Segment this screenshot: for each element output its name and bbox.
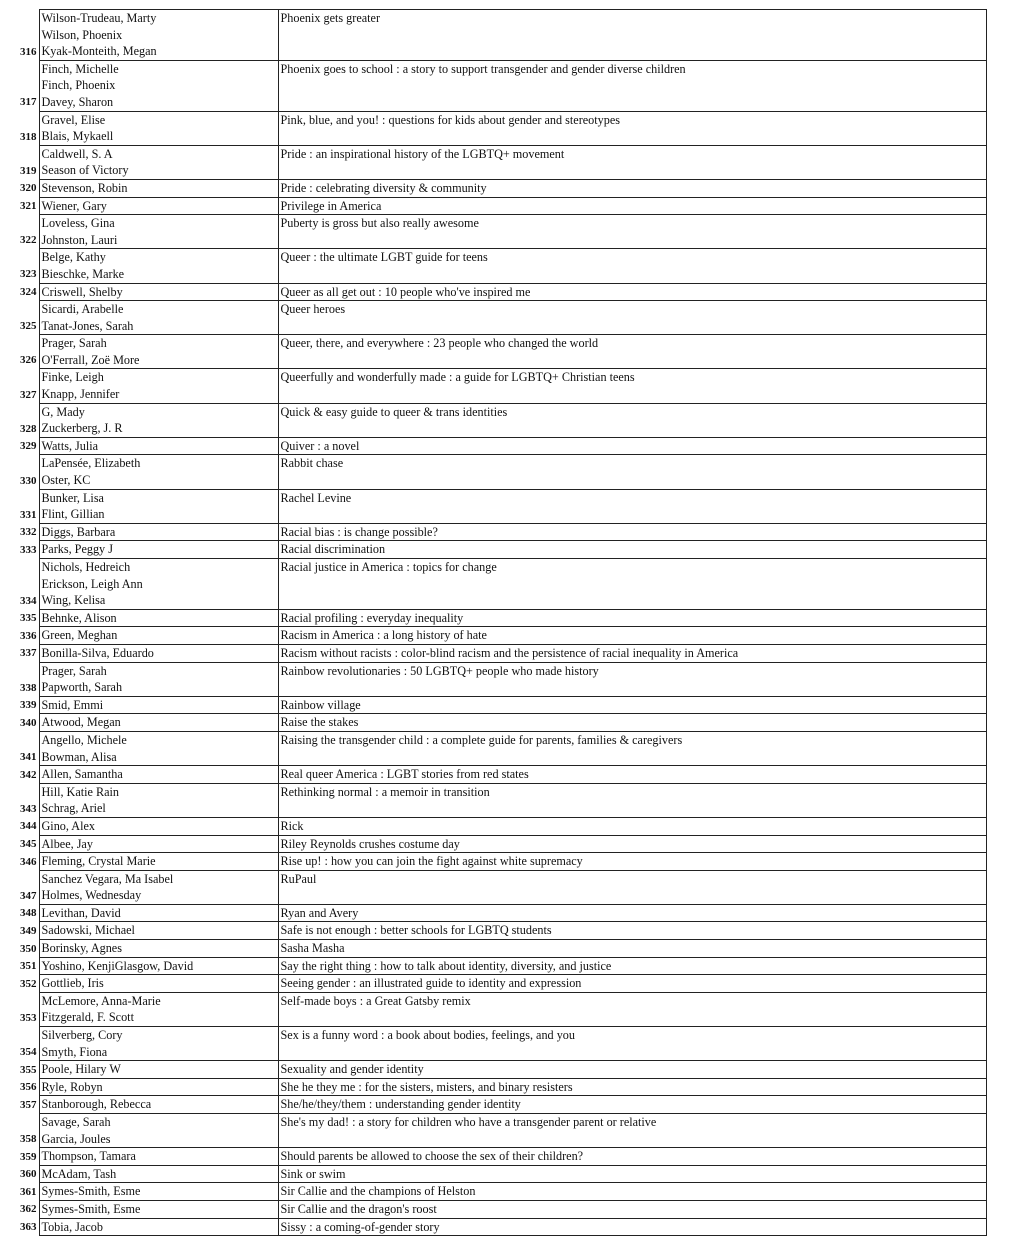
- title-cell: Riley Reynolds crushes costume day: [278, 835, 987, 853]
- author-name: Stevenson, Robin: [41, 180, 128, 195]
- table-row: [2, 10, 987, 61]
- author-cell: [39, 10, 278, 61]
- row-number: 355: [20, 1063, 37, 1076]
- author-cell: [39, 559, 278, 610]
- table-row: [2, 1027, 987, 1061]
- author-name: Loveless, Gina: [41, 216, 115, 231]
- author-cell: [39, 301, 278, 335]
- row-number: 356: [20, 1081, 37, 1094]
- row-number: 348: [20, 907, 37, 920]
- author-name: Flint, Gillian: [41, 507, 105, 522]
- row-number: 344: [20, 820, 37, 833]
- table-row: [2, 1183, 987, 1201]
- row-number: 333: [20, 543, 37, 556]
- book-list-table: [2, 9, 987, 1236]
- author-name: Atwood, Megan: [41, 715, 121, 730]
- title-cell: Racial bias : is change possible?: [278, 523, 987, 541]
- table-row: [2, 609, 987, 627]
- title-cell: Racism without racists : color-blind racism and the persistence of racial inequality in America: [278, 644, 987, 662]
- row-number: 317: [20, 96, 37, 109]
- author-name: Hill, Katie Rain: [41, 784, 120, 799]
- author-cell: [39, 1096, 278, 1114]
- row-number: 331: [20, 508, 37, 521]
- author-name: Symes-Smith, Esme: [41, 1201, 141, 1216]
- row-number: 338: [20, 681, 37, 694]
- row-number: 323: [20, 268, 37, 281]
- table-row: [2, 835, 987, 853]
- table-row: [2, 627, 987, 645]
- row-number: 359: [20, 1150, 37, 1163]
- row-number: 325: [20, 320, 37, 333]
- table-row: [2, 992, 987, 1026]
- table-row: [2, 335, 987, 369]
- author-cell: [39, 714, 278, 732]
- row-number: 319: [20, 164, 37, 177]
- author-name: Bonilla-Silva, Eduardo: [41, 645, 154, 660]
- row-number: 363: [20, 1221, 37, 1234]
- row-number: 350: [20, 942, 37, 955]
- row-number: 337: [20, 647, 37, 660]
- author-cell: [39, 1148, 278, 1166]
- title-cell: Real queer America : LGBT stories from red states: [278, 766, 987, 784]
- author-cell: [39, 489, 278, 523]
- row-number: 342: [20, 768, 37, 781]
- author-cell: [39, 335, 278, 369]
- author-name: G, Mady: [41, 404, 85, 419]
- author-name: Wiener, Gary: [41, 198, 107, 213]
- author-name: Prager, Sarah: [41, 663, 107, 678]
- row-number: 351: [20, 960, 37, 973]
- title-cell: She's my dad! : a story for children who have a transgender parent or relative: [278, 1114, 987, 1148]
- title-cell: Seeing gender : an illustrated guide to identity and expression: [278, 975, 987, 993]
- table-row: [2, 455, 987, 489]
- author-name: Gravel, Elise: [41, 112, 106, 127]
- row-number: 322: [20, 234, 37, 247]
- row-number: 318: [20, 130, 37, 143]
- row-number: 354: [20, 1046, 37, 1059]
- table-row: [2, 714, 987, 732]
- author-name: LaPensée, Elizabeth: [41, 456, 141, 471]
- title-cell: Sir Callie and the champions of Helston: [278, 1183, 987, 1201]
- author-cell: [39, 817, 278, 835]
- title-cell: Raising the transgender child : a complete guide for parents, families & caregivers: [278, 731, 987, 765]
- row-number: 347: [20, 889, 37, 902]
- row-number: 332: [20, 526, 37, 539]
- author-name: Tanat-Jones, Sarah: [41, 318, 134, 333]
- title-cell: Rick: [278, 817, 987, 835]
- table-row: [2, 731, 987, 765]
- author-cell: [39, 957, 278, 975]
- book-list-sheet: [2, 9, 987, 1236]
- author-name: Davey, Sharon: [41, 94, 114, 109]
- title-cell: Racial profiling : everyday inequality: [278, 609, 987, 627]
- title-cell: Queer heroes: [278, 301, 987, 335]
- title-cell: Pride : an inspirational history of the LGBTQ+ movement: [278, 145, 987, 179]
- author-name: Wing, Kelisa: [41, 593, 106, 608]
- author-name: Behnke, Alison: [41, 610, 117, 625]
- author-cell: [39, 992, 278, 1026]
- author-name: Bieschke, Marke: [41, 266, 125, 281]
- row-number: 316: [20, 45, 37, 58]
- author-name: McAdam, Tash: [41, 1166, 117, 1181]
- table-row: [2, 1096, 987, 1114]
- title-cell: Puberty is gross but also really awesome: [278, 215, 987, 249]
- author-name: Holmes, Wednesday: [41, 888, 142, 903]
- table-row: [2, 1165, 987, 1183]
- title-cell: Should parents be allowed to choose the sex of their children?: [278, 1148, 987, 1166]
- row-number: 346: [20, 855, 37, 868]
- title-cell: Rainbow village: [278, 696, 987, 714]
- author-cell: [39, 437, 278, 455]
- author-cell: [39, 249, 278, 283]
- author-cell: [39, 870, 278, 904]
- title-cell: She he they me : for the sisters, misters, and binary resisters: [278, 1078, 987, 1096]
- author-name: Finch, Michelle: [41, 61, 119, 76]
- title-cell: Sink or swim: [278, 1165, 987, 1183]
- author-name: Criswell, Shelby: [41, 284, 123, 299]
- row-number: 326: [20, 354, 37, 367]
- table-row: [2, 662, 987, 696]
- author-name: Nichols, Hedreich: [41, 560, 131, 574]
- table-row: [2, 60, 987, 111]
- title-cell: Rachel Levine: [278, 489, 987, 523]
- author-cell: [39, 1183, 278, 1201]
- author-name: Wilson-Trudeau, Marty: [41, 11, 157, 25]
- author-name: Ryle, Robyn: [41, 1079, 103, 1094]
- title-cell: Sexuality and gender identity: [278, 1061, 987, 1079]
- row-number: 335: [20, 612, 37, 625]
- author-name: Thompson, Tamara: [41, 1149, 136, 1164]
- table-row: [2, 696, 987, 714]
- table-row: [2, 1218, 987, 1236]
- row-number: 343: [20, 802, 37, 815]
- author-cell: [39, 215, 278, 249]
- title-cell: Phoenix goes to school : a story to support transgender and gender diverse children: [278, 60, 987, 111]
- table-row: [2, 957, 987, 975]
- author-cell: [39, 731, 278, 765]
- author-cell: [39, 197, 278, 215]
- author-name: Finch, Phoenix: [41, 78, 116, 93]
- author-name: Finke, Leigh: [41, 370, 104, 385]
- row-number: 362: [20, 1203, 37, 1216]
- author-name: Erickson, Leigh Ann: [41, 576, 143, 591]
- table-row: [2, 301, 987, 335]
- table-row: [2, 1114, 987, 1148]
- author-cell: [39, 1114, 278, 1148]
- author-cell: [39, 403, 278, 437]
- author-cell: [39, 609, 278, 627]
- table-row: [2, 1061, 987, 1079]
- author-cell: [39, 783, 278, 817]
- title-cell: Phoenix gets greater: [278, 10, 987, 61]
- author-name: Papworth, Sarah: [41, 680, 123, 695]
- author-name: Johnston, Lauri: [41, 232, 118, 247]
- author-name: Sadowski, Michael: [41, 923, 135, 938]
- table-row: [2, 1148, 987, 1166]
- author-name: Smid, Emmi: [41, 697, 104, 712]
- title-cell: Pink, blue, and you! : questions for kids about gender and stereotypes: [278, 111, 987, 145]
- author-cell: [39, 975, 278, 993]
- table-row: [2, 853, 987, 871]
- table-row: [2, 197, 987, 215]
- table-row: [2, 559, 987, 610]
- author-cell: [39, 369, 278, 403]
- author-cell: [39, 111, 278, 145]
- title-cell: Racism in America : a long history of hate: [278, 627, 987, 645]
- title-cell: Sasha Masha: [278, 940, 987, 958]
- author-cell: [39, 627, 278, 645]
- row-number: 353: [20, 1011, 37, 1024]
- author-name: Knapp, Jennifer: [41, 387, 120, 402]
- row-number: 340: [20, 716, 37, 729]
- author-name: Caldwell, S. A: [41, 146, 113, 161]
- author-name: Blais, Mykaell: [41, 129, 114, 144]
- book-list-body: [2, 10, 987, 1236]
- title-cell: She/he/they/them : understanding gender identity: [278, 1096, 987, 1114]
- author-name: Poole, Hilary W: [41, 1062, 121, 1077]
- author-cell: [39, 853, 278, 871]
- author-cell: [39, 1078, 278, 1096]
- title-cell: Raise the stakes: [278, 714, 987, 732]
- author-name: Angello, Michele: [41, 732, 127, 747]
- table-row: [2, 111, 987, 145]
- author-name: Sanchez Vegara, Ma Isabel: [41, 871, 174, 886]
- title-cell: Racial justice in America : topics for change: [278, 559, 987, 610]
- row-number: 345: [20, 838, 37, 850]
- table-row: [2, 489, 987, 523]
- title-cell: Say the right thing : how to talk about identity, diversity, and justice: [278, 957, 987, 975]
- title-cell: Rainbow revolutionaries : 50 LGBTQ+ people who made history: [278, 662, 987, 696]
- title-cell: Sir Callie and the dragon's roost: [278, 1200, 987, 1218]
- table-row: [2, 437, 987, 455]
- table-row: [2, 940, 987, 958]
- author-name: Diggs, Barbara: [41, 524, 116, 539]
- title-cell: Queer as all get out : 10 people who've inspired me: [278, 283, 987, 301]
- row-number: 361: [20, 1185, 37, 1198]
- author-name: Watts, Julia: [41, 438, 99, 453]
- title-cell: Privilege in America: [278, 197, 987, 215]
- author-cell: [39, 766, 278, 784]
- author-name: Yoshino, KenjiGlasgow, David: [41, 958, 194, 973]
- author-name: Garcia, Joules: [41, 1131, 111, 1146]
- author-cell: [39, 283, 278, 301]
- author-name: Kyak-Monteith, Megan: [41, 44, 157, 59]
- author-name: Smyth, Fiona: [41, 1044, 108, 1059]
- author-name: Symes-Smith, Esme: [41, 1184, 141, 1199]
- author-name: McLemore, Anna-Marie: [41, 993, 161, 1008]
- title-cell: Rethinking normal : a memoir in transition: [278, 783, 987, 817]
- author-cell: [39, 1200, 278, 1218]
- author-cell: [39, 145, 278, 179]
- table-row: [2, 904, 987, 922]
- author-name: Season of Victory: [41, 163, 129, 178]
- table-row: [2, 1078, 987, 1096]
- title-cell: Queer : the ultimate LGBT guide for teens: [278, 249, 987, 283]
- author-name: Parks, Peggy J: [41, 542, 113, 557]
- row-number: 336: [20, 629, 37, 642]
- table-row: [2, 403, 987, 437]
- author-cell: [39, 179, 278, 197]
- table-row: [2, 249, 987, 283]
- table-row: [2, 817, 987, 835]
- row-number: 339: [20, 699, 37, 712]
- row-number: 360: [20, 1168, 37, 1181]
- author-name: Oster, KC: [41, 473, 91, 488]
- author-name: Albee, Jay: [41, 836, 93, 851]
- row-number: 358: [20, 1133, 37, 1146]
- author-cell: [39, 644, 278, 662]
- title-cell: Ryan and Avery: [278, 904, 987, 922]
- author-name: Levithan, David: [41, 905, 121, 920]
- table-row: [2, 783, 987, 817]
- title-cell: Quick & easy guide to queer & trans identities: [278, 403, 987, 437]
- author-name: Silverberg, Cory: [41, 1028, 123, 1043]
- table-row: [2, 644, 987, 662]
- row-number: 357: [20, 1098, 37, 1111]
- author-cell: [39, 662, 278, 696]
- row-number: 352: [20, 977, 37, 990]
- author-name: Green, Meghan: [41, 628, 118, 643]
- author-cell: [39, 940, 278, 958]
- table-row: [2, 1200, 987, 1218]
- row-number: 321: [20, 200, 37, 213]
- row-number: 334: [20, 594, 37, 607]
- author-name: Bowman, Alisa: [41, 749, 117, 764]
- author-cell: [39, 1218, 278, 1236]
- table-row: [2, 369, 987, 403]
- author-name: Fitzgerald, F. Scott: [41, 1010, 134, 1025]
- author-name: Gottlieb, Iris: [41, 976, 104, 991]
- row-number: 341: [20, 751, 37, 764]
- table-row: [2, 870, 987, 904]
- author-cell: [39, 1061, 278, 1079]
- author-name: Stanborough, Rebecca: [41, 1097, 152, 1112]
- author-name: Wilson, Phoenix: [41, 27, 123, 42]
- title-cell: Racial discrimination: [278, 541, 987, 559]
- author-name: Gino, Alex: [41, 818, 95, 833]
- table-row: [2, 283, 987, 301]
- table-row: [2, 179, 987, 197]
- author-name: Bunker, Lisa: [41, 490, 104, 505]
- table-row: [2, 922, 987, 940]
- row-number: 324: [20, 286, 37, 298]
- title-cell: Sex is a funny word : a book about bodies, feelings, and you: [278, 1027, 987, 1061]
- author-cell: [39, 541, 278, 559]
- author-cell: [39, 455, 278, 489]
- author-name: Zuckerberg, J. R: [41, 421, 123, 436]
- title-cell: Self-made boys : a Great Gatsby remix: [278, 992, 987, 1026]
- table-row: [2, 145, 987, 179]
- row-number: 327: [20, 388, 37, 401]
- title-cell: Rise up! : how you can join the fight against white supremacy: [278, 853, 987, 871]
- row-number: 328: [20, 422, 37, 435]
- row-number: 349: [20, 924, 37, 937]
- author-cell: [39, 1027, 278, 1061]
- author-cell: [39, 523, 278, 541]
- author-name: Schrag, Ariel: [41, 801, 106, 816]
- author-cell: [39, 922, 278, 940]
- author-name: Prager, Sarah: [41, 336, 107, 351]
- author-name: Allen, Samantha: [41, 767, 123, 782]
- title-cell: Safe is not enough : better schools for LGBTQ students: [278, 922, 987, 940]
- author-cell: [39, 696, 278, 714]
- title-cell: Rabbit chase: [278, 455, 987, 489]
- author-name: Belge, Kathy: [41, 250, 106, 265]
- author-name: O'Ferrall, Zoë More: [41, 352, 140, 367]
- row-number: 320: [20, 182, 37, 195]
- table-row: [2, 215, 987, 249]
- author-name: Sicardi, Arabelle: [41, 302, 124, 317]
- row-number: 330: [20, 474, 37, 487]
- title-cell: Pride : celebrating diversity & community: [278, 179, 987, 197]
- author-name: Tobia, Jacob: [41, 1219, 103, 1234]
- title-cell: RuPaul: [278, 870, 987, 904]
- author-cell: [39, 835, 278, 853]
- title-cell: Sissy : a coming-of-gender story: [278, 1218, 987, 1236]
- author-cell: [39, 904, 278, 922]
- table-row: [2, 766, 987, 784]
- table-row: [2, 523, 987, 541]
- author-name: Savage, Sarah: [41, 1115, 111, 1129]
- author-cell: [39, 60, 278, 111]
- author-name: Borinsky, Agnes: [41, 941, 122, 956]
- table-row: [2, 975, 987, 993]
- author-cell: [39, 1165, 278, 1183]
- author-name: Fleming, Crystal Marie: [41, 854, 156, 869]
- title-cell: Quiver : a novel: [278, 437, 987, 455]
- title-cell: Queerfully and wonderfully made : a guide for LGBTQ+ Christian teens: [278, 369, 987, 403]
- row-number: 329: [20, 440, 37, 453]
- title-cell: Queer, there, and everywhere : 23 people who changed the world: [278, 335, 987, 369]
- table-row: [2, 541, 987, 559]
